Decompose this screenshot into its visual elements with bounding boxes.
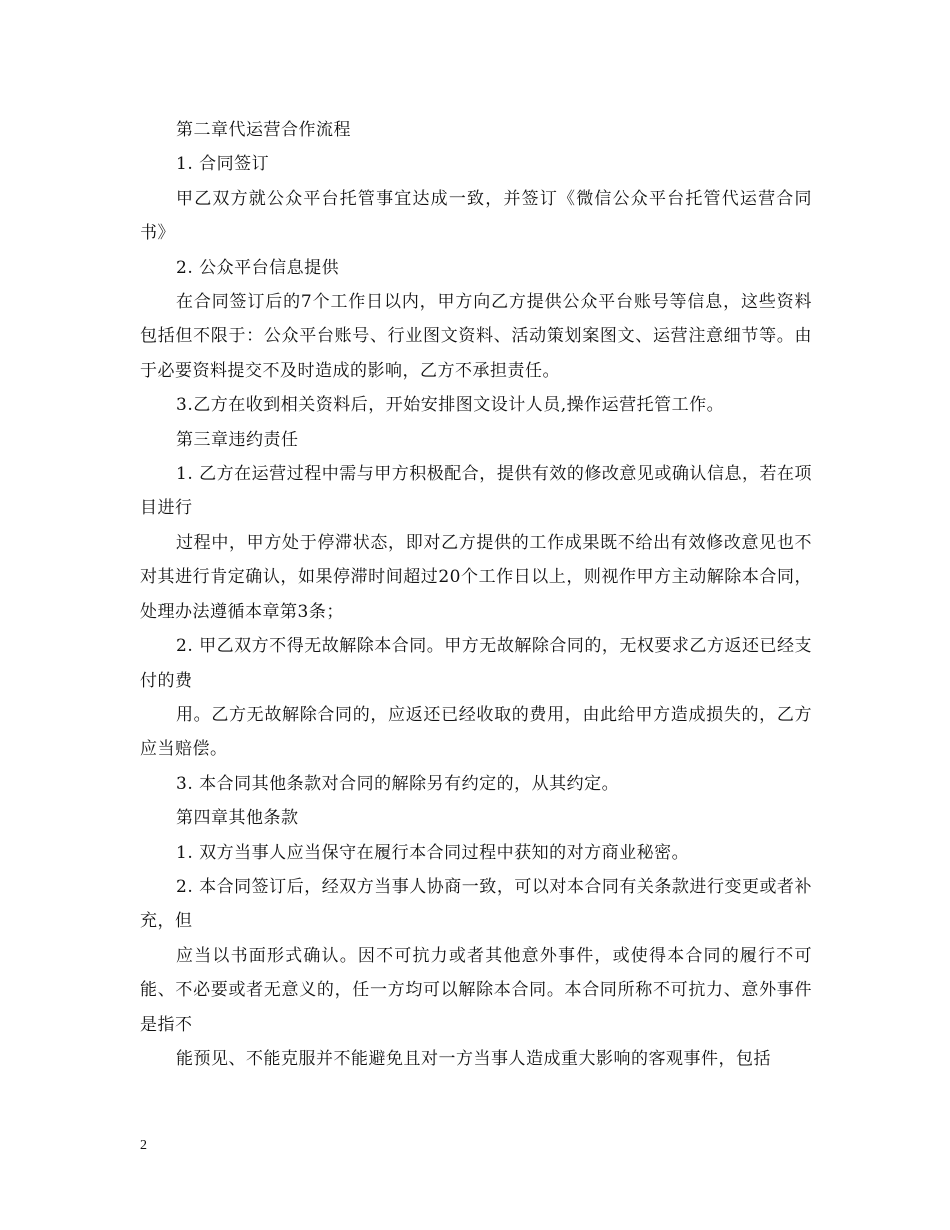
chapter-heading-2: 第二章代运营合作流程 [176, 120, 351, 140]
section-item: 1. 双方当事人应当保守在履行本合同过程中获知的对方商业秘密。 [176, 842, 690, 863]
section-item: 3.乙方在收到相关资料后，开始安排图文设计人员,操作运营托管工作。 [176, 395, 725, 416]
body-paragraph: 甲乙双方就公众平台托管事宜达成一致，并签订《微信公众平台托管代运营合同书》 [140, 188, 812, 244]
section-item: 3. 本合同其他条款对合同的解除另有约定的，从其约定。 [176, 773, 620, 794]
section-item: 2. 本合同签订后，经双方当事人协商一致，可以对本合同有关条款进行变更或者补充，但 [140, 876, 812, 932]
section-item: 2. 甲乙双方不得无故解除本合同。甲方无故解除合同的，无权要求乙方返还已经支付的费 [140, 636, 812, 691]
section-item: 2. 公众平台信息提供 [176, 257, 340, 278]
page-number: 2 [140, 1138, 147, 1153]
section-item: 1. 合同签订 [176, 154, 270, 175]
body-paragraph: 过程中，甲方处于停滞状态，即对乙方提供的工作成果既不给出有效修改意见也不对其进行肯定确认，如果停滞时间超过20个工作日以上，则视作甲方主动解除本合同，处理办法遵循本章第3条； [140, 532, 812, 622]
chapter-heading-4: 第四章其他条款 [176, 808, 299, 829]
body-paragraph: 能预见、不能克服并不能避免且对一方当事人造成重大影响的客观事件，包括 [176, 1048, 771, 1069]
chapter-heading-3: 第三章违约责任 [176, 429, 299, 450]
body-paragraph: 应当以书面形式确认。因不可抗力或者其他意外事件，或使得本合同的履行不可能、不必要或者无意义的，任一方均可以解除本合同。本合同所称不可抗力、意外事件是指不 [140, 945, 812, 1035]
body-paragraph: 用。乙方无故解除合同的，应返还已经收取的费用，由此给甲方造成损失的，乙方应当赔偿。 [140, 704, 812, 760]
document-body [140, 113, 812, 1076]
body-paragraph: 在合同签订后的7个工作日以内，甲方向乙方提供公众平台账号等信息，这些资料包括但不限于：公众平台账号、行业图文资料、活动策划案图文、运营注意细节等。由于必要资料提交不及时造成的影响，乙方不承担责任。 [140, 292, 812, 381]
section-item: 1. 乙方在运营过程中需与甲方积极配合，提供有效的修改意见或确认信息，若在项目进行 [140, 464, 812, 519]
